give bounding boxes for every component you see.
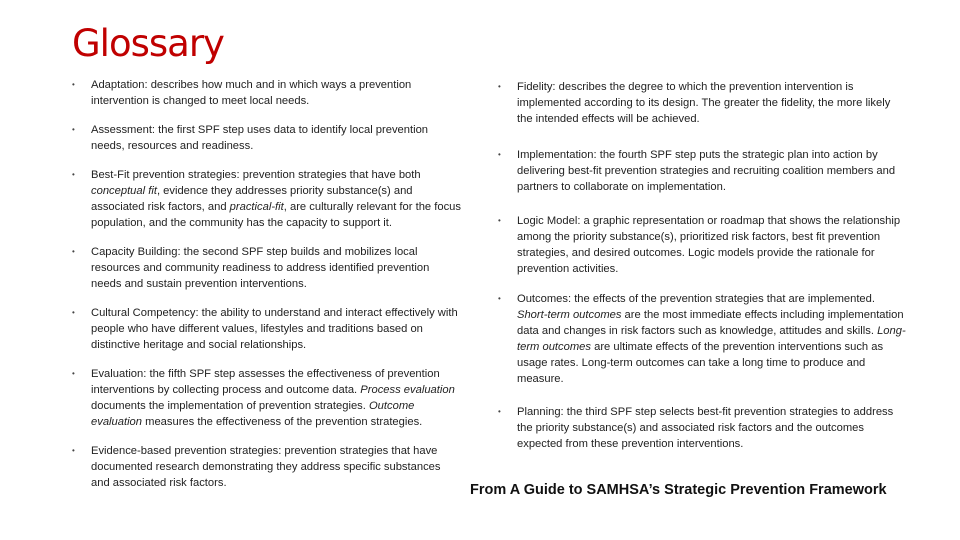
entry-text: , evidence they addresses priority substance(s) and associated risk factors, and xyxy=(91,185,413,213)
entry-text: Fidelity: describes the degree to which the prevention intervention is implemented according to its design. The greater the fidelity, the more likely the intended effects will be achieved. xyxy=(517,81,891,125)
italic-term: Short-term outcomes xyxy=(517,309,622,321)
entry-text: Outcomes: the effects of the prevention strategies that are implemented. xyxy=(517,293,875,305)
entry-text: , are culturally relevant for the focus population, and the community has the capacity to support it. xyxy=(91,201,461,229)
entry-text: Evaluation: the fifth SPF step assesses the effectiveness of prevention interventions by collecting process and outcome data. xyxy=(91,368,440,396)
entry-text: Assessment: the first SPF step uses data to identify local prevention needs, resources and readiness. xyxy=(91,124,429,152)
page-title: Glossary xyxy=(72,22,224,65)
source-citation: From A Guide to SAMHSA’s Strategic Prevention Framework xyxy=(470,482,887,498)
glossary-entry-capacity-building xyxy=(72,244,462,292)
entry-text: are ultimate effects of the prevention interventions such as usage rates. Long-term outcomes can take a long time to produce and measure. xyxy=(517,341,884,385)
glossary-entry-assessment xyxy=(72,122,462,154)
italic-term: Long-term outcomes xyxy=(517,325,906,353)
entry-text: Adaptation: describes how much and in which ways a prevention intervention is changed to meet local needs. xyxy=(91,79,412,107)
glossary-entry-evidence-based-prevention-strategies xyxy=(72,443,462,491)
glossary-entry-evaluation xyxy=(72,366,462,430)
entry-text: are the most immediate effects including implementation data and changes in risk factors such as knowledge, attitudes and skills. xyxy=(517,309,904,337)
entry-text: Best-Fit prevention strategies: prevention strategies that have both xyxy=(91,169,421,181)
glossary-entry-outcomes xyxy=(498,291,908,387)
italic-term: Outcome evaluation xyxy=(91,400,415,428)
italic-term: Process evaluation xyxy=(360,384,455,396)
glossary-left-column xyxy=(72,77,462,504)
glossary-right-column xyxy=(498,79,908,469)
entry-text: Logic Model: a graphic representation or roadmap that shows the relationship among the priority substance(s), prioritized risk factors, best fit prevention strategies, and desired outcomes. Logic models provide the rationale for prevention activities. xyxy=(517,215,901,275)
glossary-entry-best-fit-prevention-strategies xyxy=(72,167,462,231)
glossary-entry-cultural-competency xyxy=(72,305,462,353)
italic-term: conceptual fit xyxy=(91,185,157,197)
entry-text: Planning: the third SPF step selects best-fit prevention strategies to address the priority substance(s) and associated risk factors and the outcomes expected from these prevention interventions. xyxy=(517,406,894,450)
entry-text: Implementation: the fourth SPF step puts the strategic plan into action by delivering best-fit prevention strategies and recruiting coalition members and partners to collaborate on implementation. xyxy=(517,149,896,193)
glossary-entry-logic-model xyxy=(498,213,908,277)
entry-text: measures the effectiveness of the prevention strategies. xyxy=(142,416,423,428)
entry-text: Cultural Competency: the ability to understand and interact effectively with people who have different values, lifestyles and traditions based on distinctive heritage and social relationships. xyxy=(91,307,458,351)
entry-text: documents the implementation of prevention strategies. xyxy=(91,400,369,412)
glossary-entry-planning xyxy=(498,404,908,452)
italic-term: practical-fit xyxy=(229,201,284,213)
entry-text: Capacity Building: the second SPF step builds and mobilizes local resources and community readiness to address identified prevention needs and sustain prevention interventions. xyxy=(91,246,430,290)
glossary-entry-adaptation xyxy=(72,77,462,109)
glossary-entry-implementation xyxy=(498,147,908,195)
glossary-entry-fidelity xyxy=(498,79,908,127)
entry-text: Evidence-based prevention strategies: prevention strategies that have documented research demonstrating they address specific substances and associated risk factors. xyxy=(91,445,441,489)
